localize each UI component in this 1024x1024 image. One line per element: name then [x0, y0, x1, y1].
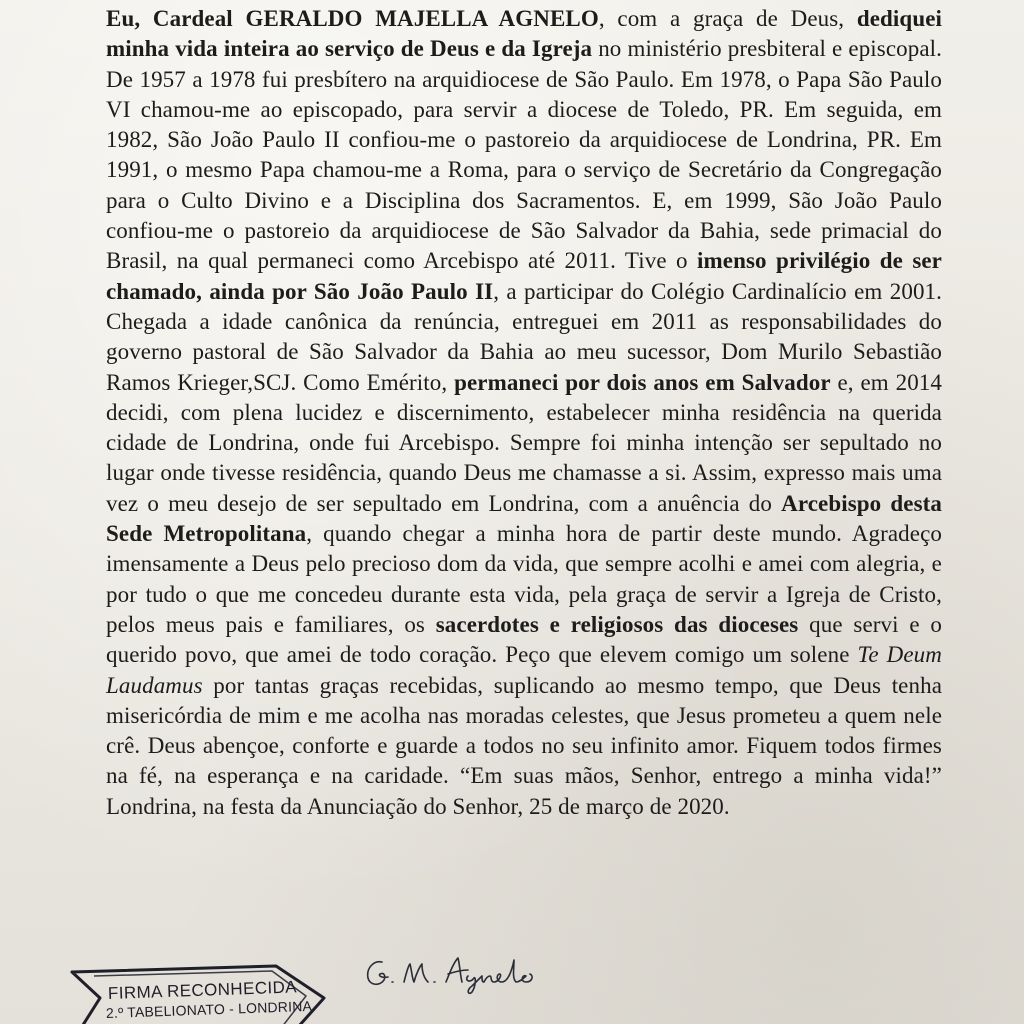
signature-image	[362, 946, 562, 998]
letter-emphasis: imenso privilégio de ser chamado, ainda por São João Paulo II	[106, 248, 942, 304]
letter-text-segment: , com a graça de Deus,	[598, 6, 857, 31]
letter-text-segment: por tantas graças recebidas, suplicando ao mesmo tempo, que Deus tenha misericórdia de mim e me acolha nas moradas celestes, que Jesus prometeu a quem nele crê. Deus abençoe, conforte e guarde a todos no seu infinito amor. Fiquem todos firmes na fé, na esperança e na caridade. “Em suas mãos, Senhor, entrego a minha vida!” Londrina, na festa da Anunciação do Senhor, 25 de março de 2020.	[106, 672, 942, 819]
letter-emphasis: Arcebispo desta Sede Metropolitana	[106, 490, 942, 547]
letter-text-segment: , quando chegar a minha hora de partir deste mundo. Agradeço imensamente a Deus pelo precioso dom da vida, que sempre acolhi e amei com alegria, e por tudo o que me concedeu durante esta vida, pela graça de servir a Igreja de Cristo, pelos meus pais e familiares, os	[106, 521, 942, 637]
letter-text-segment: no ministério presbiteral e episcopal. De 1957 a 1978 fui presbítero na arquidiocese de São Paulo. Em 1978, o Papa São Paulo VI chamou-me ao episcopado, para servir a diocese de Toledo, PR. Em seguida, em 1982, São João Paulo II confiou-me o pastoreio da arquidiocese de Londrina, PR. Em 1991, o mesmo Papa chamou-me a Roma, para o serviço de Secretário da Congregação para o Culto Divino e a Disciplina dos Sacramentos. E, em 1999, São João Paulo confiou-me o pastoreio da arquidiocese de São Salvador da Bahia, sede primacial do Brasil, na qual permaneci como Arcebispo até 2011. Tive o	[106, 36, 942, 274]
stamp-line-1: FIRMA RECONHECIDA	[107, 977, 298, 1003]
cardinal-name: GERALDO MAJELLA AGNELO	[245, 6, 599, 31]
letter-text-segment: , a participar do Colégio Cardinalício em 2001. Chegada a idade canônica da renúncia, entreguei em 2011 as responsabilidades do governo pastoral de São Salvador da Bahia ao meu sucessor, Dom Murilo Sebastião Ramos Krieger,SCJ. Como Emérito,	[106, 278, 942, 395]
signature	[362, 946, 562, 1003]
letter-text-segment: e, em 2014 decidi, com plena lucidez e discernimento, estabelecer minha residência na querida cidade de Londrina, onde fui Arcebispo. Sempre foi minha intenção ser sepultado no lugar onde tivesse residência, quando Deus me chamasse a si. Assim, expresso mais uma vez o meu desejo de ser sepultado em Londrina, com a anuência do	[106, 369, 943, 516]
notary-stamp	[66, 956, 328, 1024]
letter-emphasis: dediquei minha vida inteira ao serviço de Deus e da Igreja	[106, 6, 943, 62]
letter-emphasis: permaneci por dois anos em Salvador	[454, 369, 831, 395]
letter-emphasis: sacerdotes e religiosos das dioceses	[435, 611, 799, 637]
letter-body	[106, 4, 942, 822]
letter-text-segment: que servi e o querido povo, que amei de todo coração. Peço que elevem comigo um solene	[106, 611, 943, 668]
letter-intro: Eu, Cardeal	[106, 6, 246, 31]
te-deum-title: Te Deum Laudamus	[106, 642, 942, 698]
stamp-line-2: 2.º TABELIONATO - LONDRINA	[105, 997, 313, 1021]
